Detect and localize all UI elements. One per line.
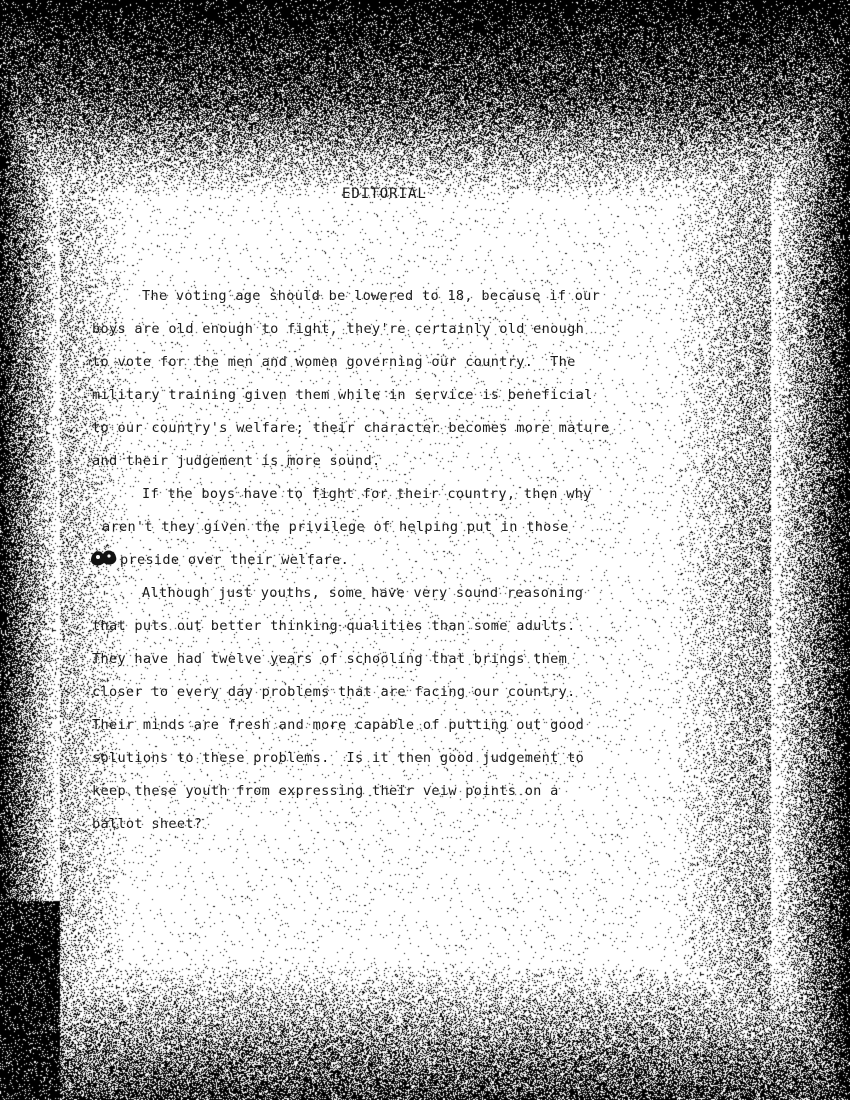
text-line: solutions to these problems. Is it then good judgement to — [92, 750, 585, 766]
text-line: ballot sheet? — [92, 816, 203, 832]
text-line: to vote for the men and women governing our country. The — [92, 354, 576, 370]
text-line: that puts out better thinking qualities than some adults. — [92, 618, 576, 634]
text-line: They have had twelve years of schooling that brings them — [92, 651, 568, 667]
text-line: Although just youths, some have very sound reasoning — [142, 585, 584, 601]
text-line: Their minds are fresh and more capable of putting out good — [92, 717, 585, 733]
text-line: keep these youth from expressing their veiw points on a — [92, 783, 559, 799]
page-title: EDITORIAL — [342, 186, 427, 202]
text-line: preside over their welfare. — [120, 552, 350, 568]
text-line: closer to every day problems that are facing our country. — [92, 684, 576, 700]
text-line: The voting age should be lowered to 18, because if our — [142, 288, 601, 304]
text-line: If the boys have to fight for their country, then why — [142, 486, 592, 502]
text-line: military training given them while in service is beneficial — [92, 387, 593, 403]
text-line: boys are old enough to fight, they're certainly old enough — [92, 321, 585, 337]
text-line: to our country's welfare; their character becomes more mature — [92, 420, 610, 436]
text-line: aren't they given the privilege of helping put in those — [102, 519, 569, 535]
ink-blot-mark — [88, 545, 120, 569]
text-line: and their judgement is more sound. — [92, 453, 381, 469]
